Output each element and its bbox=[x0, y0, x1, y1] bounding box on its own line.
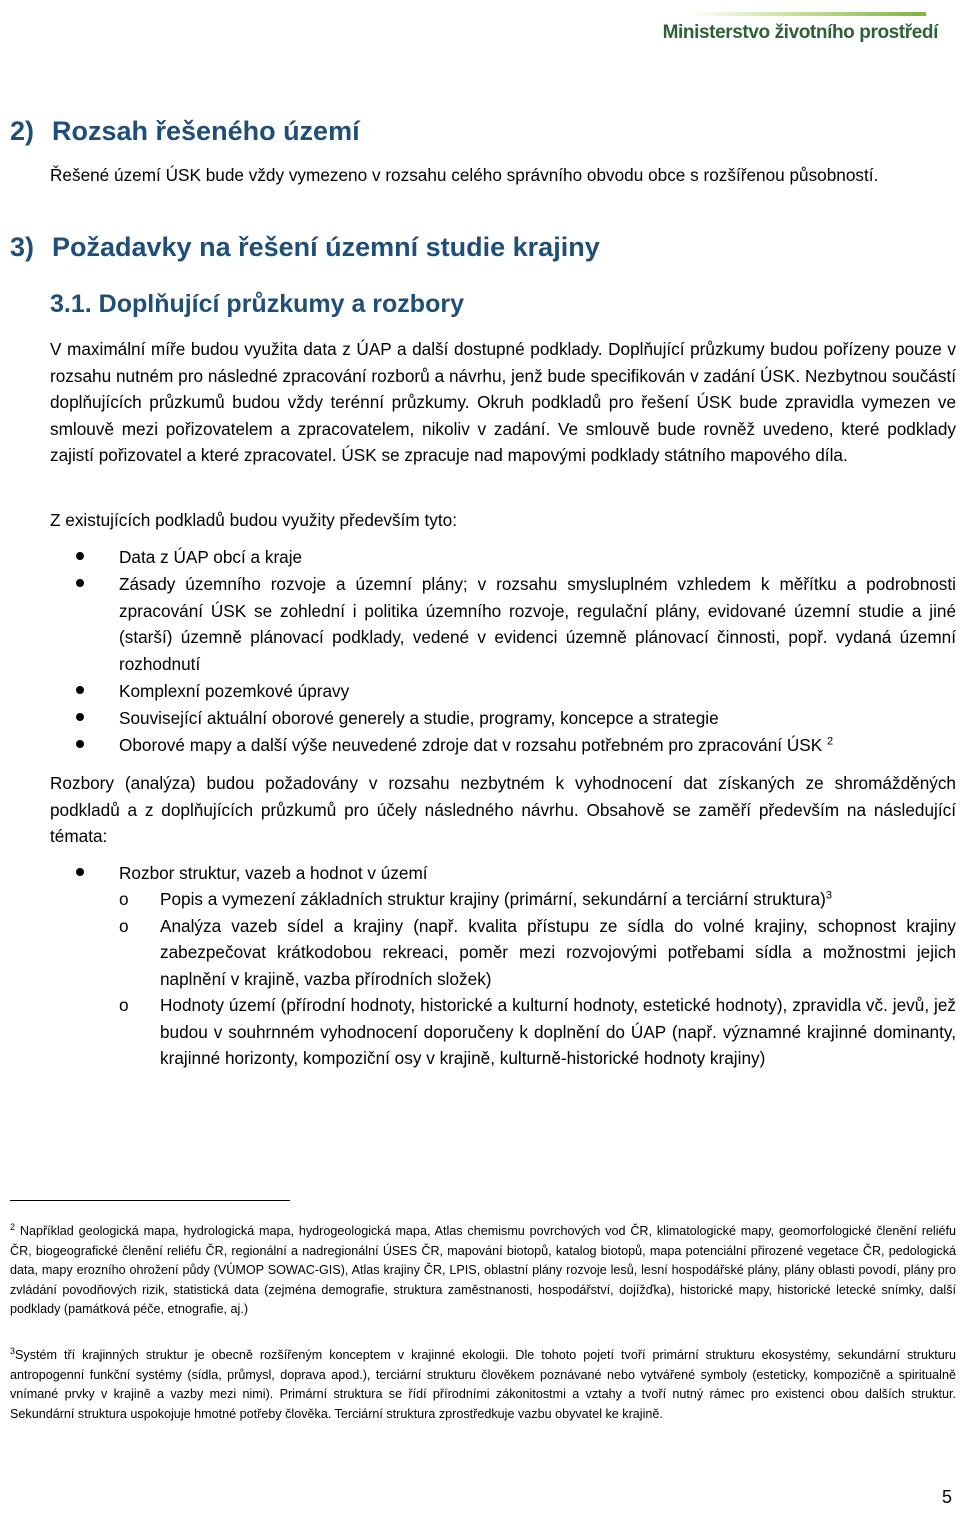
section-title: Požadavky na řešení územní studie krajiny bbox=[52, 232, 600, 262]
sub-list-item bbox=[0, 886, 956, 913]
list-item-text: Komplexní pozemkové úpravy bbox=[119, 680, 350, 701]
footnote-ref[interactable]: 3 bbox=[825, 889, 832, 902]
section-3-heading bbox=[10, 232, 600, 263]
list-item bbox=[0, 544, 956, 571]
analysis-subtopics-list bbox=[0, 886, 956, 1072]
subsection-title: Doplňující průzkumy a rozbory bbox=[98, 290, 464, 318]
bullet-icon bbox=[76, 552, 84, 560]
section-2-text: Řešené území ÚSK bude vždy vymezeno v rozsahu celého správního obvodu obce s rozšířenou působností. bbox=[50, 165, 879, 185]
bullet-icon bbox=[76, 713, 84, 721]
bullet-icon bbox=[76, 686, 84, 694]
footnote-separator bbox=[10, 1200, 290, 1201]
sub-list-item-text: Hodnoty území (přírodní hodnoty, historické a kulturní hodnoty, estetické hodnoty), zpravidla vč. jevů, jež budou v souhrnném vyhodnocení doporučeny k doplnění do ÚAP (např. významné krajinné dominanty, krajinné horizonty, kompoziční osy v krajině, kulturně-historické hodnoty krajiny) bbox=[160, 995, 956, 1068]
section-2-heading bbox=[10, 116, 360, 147]
footnote-3 bbox=[10, 1346, 956, 1424]
footnote-2 bbox=[10, 1222, 956, 1320]
list-item bbox=[0, 732, 956, 759]
sub-list-item-text: Analýza vazeb sídel a krajiny (např. kvalita přístupu ze sídla do volné krajiny, schopnost krajiny zabezpečovat krátkodobou rekreaci, poměr mezi rozvojovými potřebami sídla a možnostmi jejich naplnění v krajině, vazba přírodních složek) bbox=[160, 915, 956, 989]
section-number: 2) bbox=[10, 116, 35, 146]
list-item bbox=[0, 860, 956, 887]
section-number: 3) bbox=[10, 232, 35, 262]
subsection-3-1-heading bbox=[50, 290, 464, 319]
subsection-number: 3.1. bbox=[50, 290, 92, 318]
circle-bullet-icon: o bbox=[119, 915, 129, 936]
sub-list-item-text: Popis a vymezení základních struktur krajiny (primární, sekundární a terciární struktura) bbox=[160, 889, 826, 909]
footnote-text: Například geologická mapa, hydrologická mapa, hydrogeologická mapa, Atlas chemismu povrchových vod ČR, klimatologické mapy, geomorfologické členění reliéfu ČR, biogeografické členění reliéfu ČR, regionální a nadregionální ÚSES ČR, mapování biotopů, katalog biotopů, mapa potenciální přirozené vegetace ČR, pedologická data, mapy erozního ohrožení půdy (VÚMOP SOWAC-GIS), Atlas krajiny ČR, LPIS, oblastní plány rozvoje lesů, lesní hospodářské plány, plány oblasti povodí, plány pro zvládání povodňových rizik, statistická data (zejména demografie, struktura zaměstnanosti, hospodářství, dojížďka), historické mapy, historické letecké snímky, další podklady (památková péče, etnografie, aj.) bbox=[10, 1224, 956, 1317]
circle-bullet-icon: o bbox=[119, 995, 129, 1015]
existing-sources-list bbox=[0, 544, 956, 759]
list-item bbox=[0, 678, 956, 705]
footnote-ref[interactable]: 2 bbox=[826, 734, 834, 747]
list-item-text: Oborové mapy a další výše neuvedené zdroje dat v rozsahu potřebném pro zpracování ÚSK bbox=[119, 734, 823, 755]
section-title: Rozsah řešeného území bbox=[52, 116, 360, 146]
list-item-text: Zásady územního rozvoje a územní plány; v rozsahu smysluplném vzhledem k měřítku a podrobnosti zpracování ÚSK se zohlední i politika územního rozvoje, regulační plány, evidované územní studie a jiné (starší) územně plánovací podklady, vedené v evidenci územně plánovací činnosti, popř. vydaná územní rozhodnutí bbox=[119, 574, 956, 674]
list-item-text: Data z ÚAP obcí a kraje bbox=[119, 547, 303, 567]
bullet-icon bbox=[76, 868, 84, 876]
list-item bbox=[0, 571, 956, 677]
list-item-text: Rozbor struktur, vazeb a hodnot v území bbox=[119, 863, 428, 883]
list-item-text: Související aktuální oborové generely a studie, programy, koncepce a strategie bbox=[119, 707, 719, 728]
analysis-paragraph: Rozbory (analýza) budou požadovány v rozsahu nezbytném k vyhodnocení dat získaných ze shromážděných podkladů a z doplňujících průzkumů pro účely následného návrhu. Obsahově se zaměří především na následující témata: bbox=[50, 773, 956, 846]
sub-list-item bbox=[0, 913, 956, 993]
bullet-icon bbox=[76, 740, 84, 748]
existing-sources-intro: Z existujících podkladů budou využity především tyto: bbox=[50, 510, 457, 530]
ministry-logo bbox=[662, 8, 938, 48]
surveys-paragraph: V maximální míře budou využita data z ÚAP a další dostupné podklady. Doplňující průzkumy budou pořízeny pouze v rozsahu nutném pro následné zpracování rozborů a návrhu, jenž bude specifikován v zadání ÚSK. Nezbytnou součástí doplňujících průzkumů budou vždy terénní průzkumy. Okruh podkladů pro řešení ÚSK bude zpravidla vymezen ve smlouvě mezi pořizovatelem a zpracovatelem, nikoliv v zadání. Ve smlouvě bude rovněž uvedeno, které podklady zajistí pořizovatel a které zpracovatel. ÚSK se zpracuje nad mapovými podklady státního mapového díla. bbox=[50, 339, 956, 465]
sub-list-item bbox=[0, 992, 956, 1072]
circle-bullet-icon: o bbox=[119, 889, 129, 909]
page-number: 5 bbox=[941, 1487, 952, 1507]
logo-gradient-bar bbox=[688, 12, 926, 16]
footnote-mark: 3 bbox=[10, 1345, 16, 1356]
analysis-topics-list bbox=[0, 860, 956, 887]
logo-text: Ministerstvo životního prostředí bbox=[662, 22, 938, 43]
list-item bbox=[0, 705, 956, 732]
footnote-mark: 2 bbox=[10, 1221, 16, 1232]
footnote-text: Systém tří krajinných struktur je obecně rozšířeným konceptem v krajinné ekologii. Dle tohoto pojetí tvoří primární strukturu ekosystémy, sekundární strukturu antropogenní funkční systémy (sídla, průmysl, doprava apod.), terciární strukturu člověkem poznávané nebo vytvářené symboly (esteticky, kompozičně a spiritualně vnímané prvky v krajině a vazby mezi nimi). Primární struktura se řídí přírodními zákonitostmi a vztahy a tvoří nutný rámec pro existenci obou dalších struktur. Sekundární struktura uspokojuje hmotné potřeby člověka. Terciární struktura zprostředkuje vazbu obyvatel ke krajině. bbox=[10, 1348, 956, 1421]
bullet-icon bbox=[76, 579, 84, 587]
